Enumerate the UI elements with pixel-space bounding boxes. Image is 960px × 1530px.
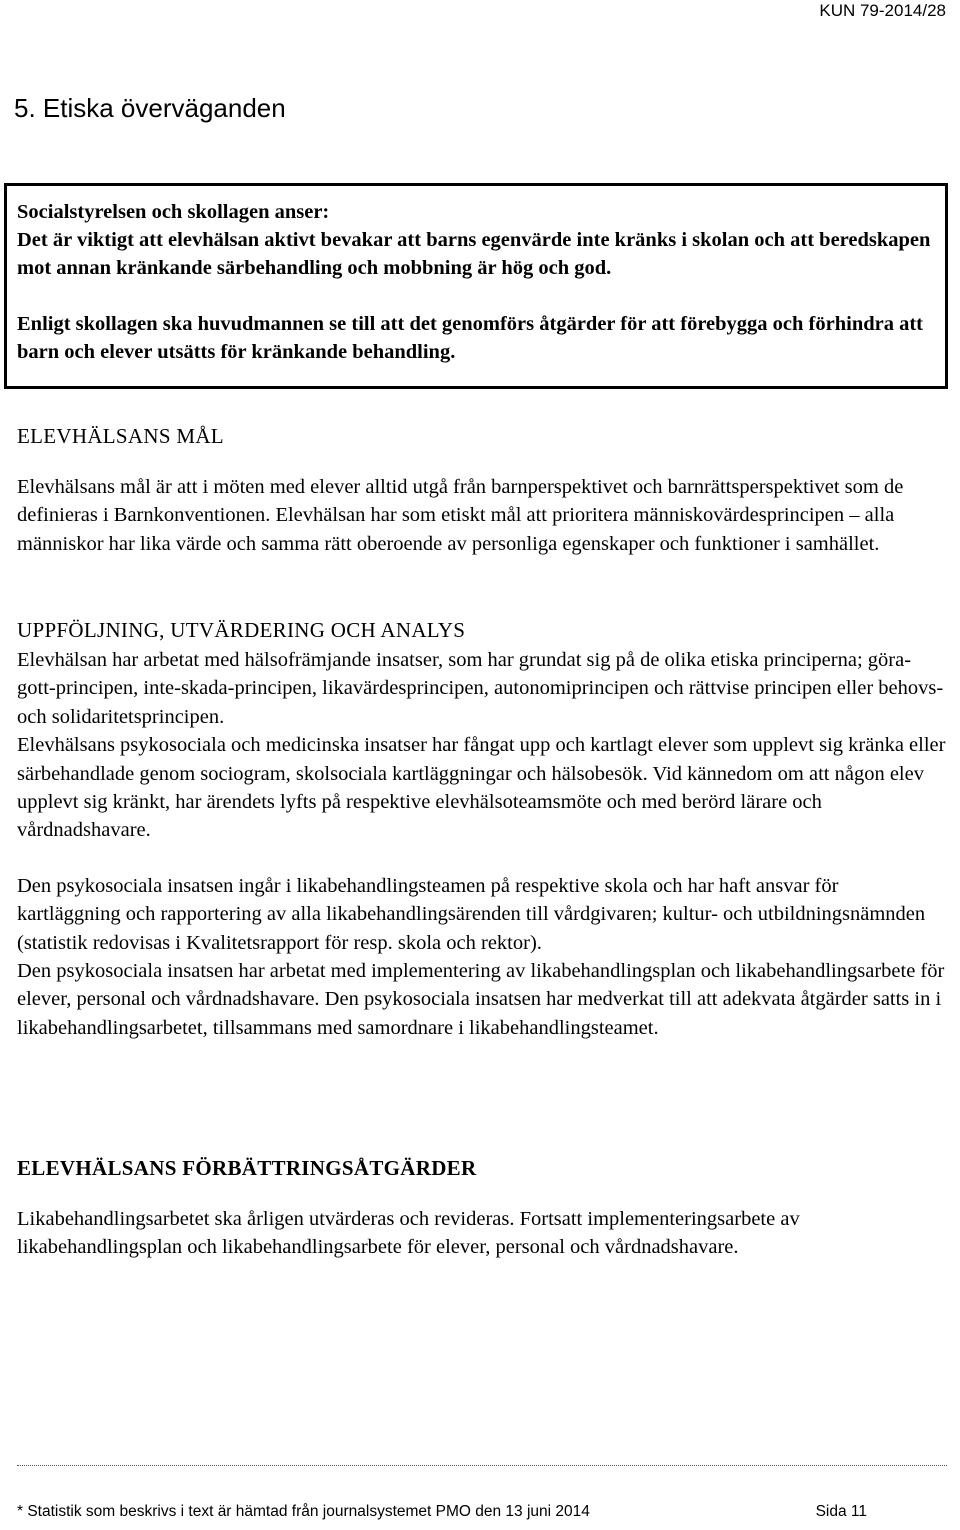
footer-note: * Statistik som beskrivs i text är hämtad från journalsystemet PMO den 13 juni 2014 <box>17 1503 590 1520</box>
section-title: 5. Etiska överväganden <box>14 93 286 123</box>
page-number: Sida 11 <box>815 1503 867 1520</box>
callout-box <box>4 183 948 389</box>
goals-paragraph: Elevhälsans mål är att i möten med elever alltid utgå från barnperspektivet och barnrättsperspektivet som de definieras i Barnkonventionen. Elevhälsan har som etiskt mål att prioritera människovärdesprincipen – alla människor har lika värde och samma rätt oberoende av personliga egenskaper och funktioner i samhället. <box>17 476 904 555</box>
document-reference: KUN 79-2014/28 <box>819 1 946 20</box>
callout-statement: Det är viktigt att elevhälsan aktivt bevakar att barns egenvärde inte kränks i skolan och att beredskapen mot annan kränkande särbehandling och mobbning är hög och god. <box>17 229 931 279</box>
goals-section <box>17 424 947 558</box>
page-footer <box>17 1503 867 1521</box>
footer-divider <box>17 1465 947 1466</box>
followup-paragraph-2: Elevhälsans psykosociala och medicinska insatser har fångat upp och kartlagt elever som upplevt sig kränka eller särbehandlade genom sociogram, skolsociala kartläggningar och hälsobesök. Vid kännedom om att någon elev upplevt sig kränkt, har ärendets lyfts på respektive elevhälsoteamsmöte och med berörd lärare och vårdnadshavare. <box>17 734 946 842</box>
improvement-section <box>17 1156 947 1262</box>
followup-paragraph-1: Elevhälsan har arbetat med hälsofrämjande insatser, som har grundat sig på de olika etiska principerna; göra-gott-principen, inte-skada-principen, likavärdesprincipen, autonomiprincipen och rättvise principen eller behovs- och solidaritetsprincipen. <box>17 649 944 728</box>
followup-section <box>17 618 947 1042</box>
followup-heading: UPPFÖLJNING, UTVÄRDERING OCH ANALYS <box>17 618 466 642</box>
improvement-heading: ELEVHÄLSANS FÖRBÄTTRINGSÅTGÄRDER <box>17 1156 477 1180</box>
callout-intro: Socialstyrelsen och skollagen anser: <box>17 201 330 223</box>
goals-heading: ELEVHÄLSANS MÅL <box>17 424 224 448</box>
followup-paragraph-3: Den psykosociala insatsen ingår i likabehandlingsteamen på respektive skola och har haft ansvar för kartläggning och rapportering av alla likabehandlingsärenden till vårdgivaren; kultur- och utbildningsnämnden (statistik redovisas i Kvalitetsrapport för resp. skola och rektor). <box>17 874 926 954</box>
improvement-paragraph: Likabehandlingsarbetet ska årligen utvärderas och revideras. Fortsatt implementeringsarbete av likabehandlingsplan och likabehandlingsarbete för elever, personal och vårdnadshavare. <box>17 1208 800 1259</box>
followup-paragraph-4: Den psykosociala insatsen har arbetat med implementering av likabehandlingsplan och likabehandlingsarbete för elever, personal och vårdnadshavare. Den psykosociala insatsen har medverkat till att adekvata åtgärder satts in i likabehandlingsarbetet, tillsammans med samordnare i likabehandlingsteamet. <box>17 960 945 1039</box>
callout-law-text: Enligt skollagen ska huvudmannen se till att det genomförs åtgärder för att förebygga och förhindra att barn och elever utsätts för kränkande behandling. <box>17 313 923 363</box>
